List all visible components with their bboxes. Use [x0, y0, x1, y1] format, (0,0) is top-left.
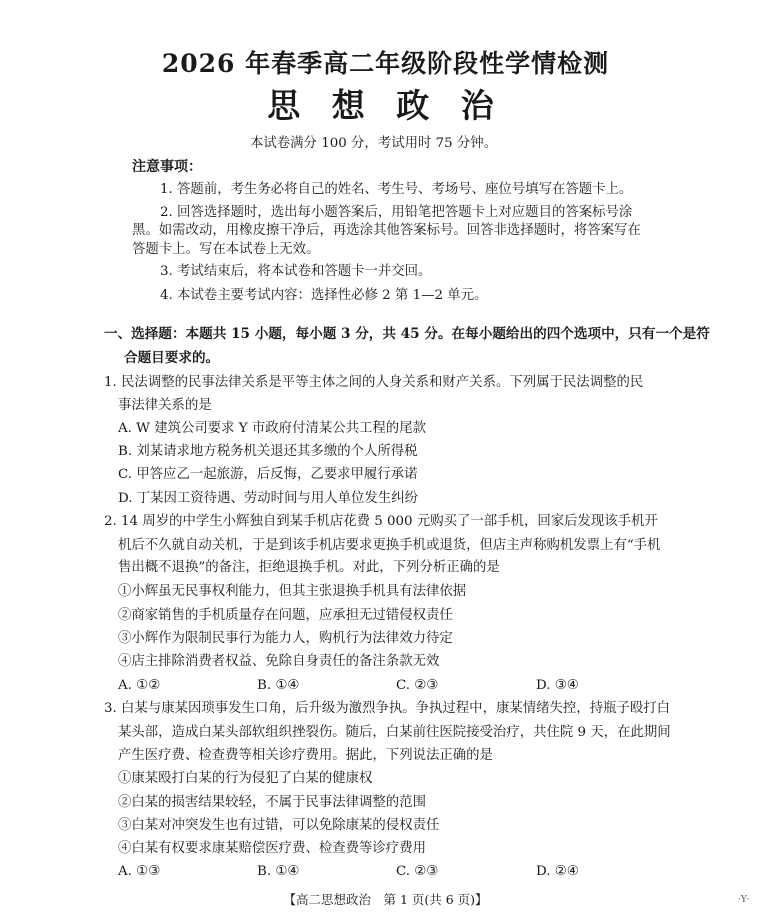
- page-footer: 【高二思想政治 第 1 页(共 6 页)】: [283, 892, 488, 907]
- q2-item-1: ①小辉虽无民事权利能力，但其主张退换手机具有法律依据: [118, 584, 467, 599]
- q2-choice-b: B. ①④: [257, 678, 300, 693]
- q1-option-c: C. 甲答应乙一起旅游，后反悔，乙要求甲履行承诺: [118, 467, 418, 482]
- notice-line: 1. 答题前，考生务必将自己的姓名、考生号、考场号、座位号填写在答题卡上。: [160, 182, 633, 197]
- q3-stem: 3. 白某与康某因琐事发生口角，后升级为激烈争执。争执过程中，康某情绪失控，持瓶子殴打白: [104, 701, 671, 716]
- q1-option-b: B. 刘某请求地方税务机关退还其多缴的个人所得税: [118, 444, 418, 459]
- q2-stem-cont: 机后不久就自动关机，于是到该手机店要求更换手机或退货，但店主声称购机发票上有“手机: [118, 538, 661, 553]
- notice-heading: 注意事项：: [132, 159, 202, 175]
- q3-item-4: ④白某有权要求康某赔偿医疗费、检查费等诊疗费用: [118, 841, 426, 856]
- q2-item-2: ②商家销售的手机质量存在问题，应承担无过错侵权责任: [118, 608, 453, 623]
- notice-line: 3. 考试结束后，将本试卷和答题卡一并交回。: [160, 264, 432, 279]
- q3-item-2: ②白某的损害结果较轻，不属于民事法律调整的范围: [118, 795, 426, 810]
- q3-item-3: ③白某对冲突发生也有过错，可以免除康某的侵权责任: [118, 818, 440, 833]
- q1-option-a: A. W 建筑公司要求 Y 市政府付清某公共工程的尾款: [118, 421, 426, 436]
- subject-title: 思 想 政 治: [267, 86, 504, 125]
- q2-choice-a: A. ①②: [118, 678, 161, 693]
- q3-choice-a: A. ①③: [118, 864, 161, 879]
- q3-choice-d: D. ②④: [536, 864, 579, 879]
- notice-line: 2. 回答选择题时，选出每小题答案后，用铅笔把答题卡上对应题目的答案标号涂: [160, 205, 633, 220]
- q3-stem-cont: 某头部，造成白某头部软组织挫裂伤。随后，白某前往医院接受治疗，共住院 9 天，在此期间: [118, 725, 671, 740]
- q2-item-3: ③小辉作为限制民事行为能力人，购机行为法律效力待定: [118, 631, 453, 646]
- q2-choice-d: D. ③④: [536, 678, 579, 693]
- notice-line: 黑。如需改动，用橡皮擦干净后，再选涂其他答案标号。回答非选择题时，将答案写在: [132, 223, 641, 238]
- q1-stem-cont: 事法律关系的是: [118, 398, 212, 413]
- q2-stem: 2. 14 周岁的中学生小辉独自到某手机店花费 5 000 元购买了一部手机，回家后发现该手机开: [104, 514, 658, 529]
- q2-choice-c: C. ②③: [396, 678, 439, 693]
- q2-stem-cont: 售出概不退换”的备注，拒绝退换手机。对此，下列分析正确的是: [118, 560, 500, 575]
- print-code: ·Y·: [738, 895, 750, 905]
- q2-item-4: ④店主排除消费者权益、免除自身责任的备注条款无效: [118, 654, 440, 669]
- q3-item-1: ①康某殴打白某的行为侵犯了白某的健康权: [118, 771, 373, 786]
- q3-stem-cont: 产生医疗费、检查费等相关诊疗费用。据此，下列说法正确的是: [118, 748, 493, 763]
- notice-line: 答题卡上。写在本试卷上无效。: [132, 242, 320, 257]
- q1-option-d: D. 丁某因工资待遇、劳动时间与用人单位发生纠纷: [118, 491, 418, 506]
- q3-choice-c: C. ②③: [396, 864, 439, 879]
- section-heading-cont: 合题目要求的。: [124, 350, 220, 366]
- q1-stem: 1. 民法调整的民事法律关系是平等主体之间的人身关系和财产关系。下列属于民法调整的民: [104, 375, 644, 390]
- section-heading: 一、选择题：本题共 15 小题，每小题 3 分，共 45 分。在每小题给出的四个选项中，只有一个是符: [104, 326, 710, 342]
- exam-info: 本试卷满分 100 分，考试用时 75 分钟。: [250, 136, 498, 151]
- notice-line: 4. 本试卷主要考试内容：选择性必修 2 第 1—2 单元。: [160, 288, 488, 303]
- exam-title: 2026 年春季高二年级阶段性学情检测: [161, 49, 610, 78]
- q3-choice-b: B. ①④: [257, 864, 300, 879]
